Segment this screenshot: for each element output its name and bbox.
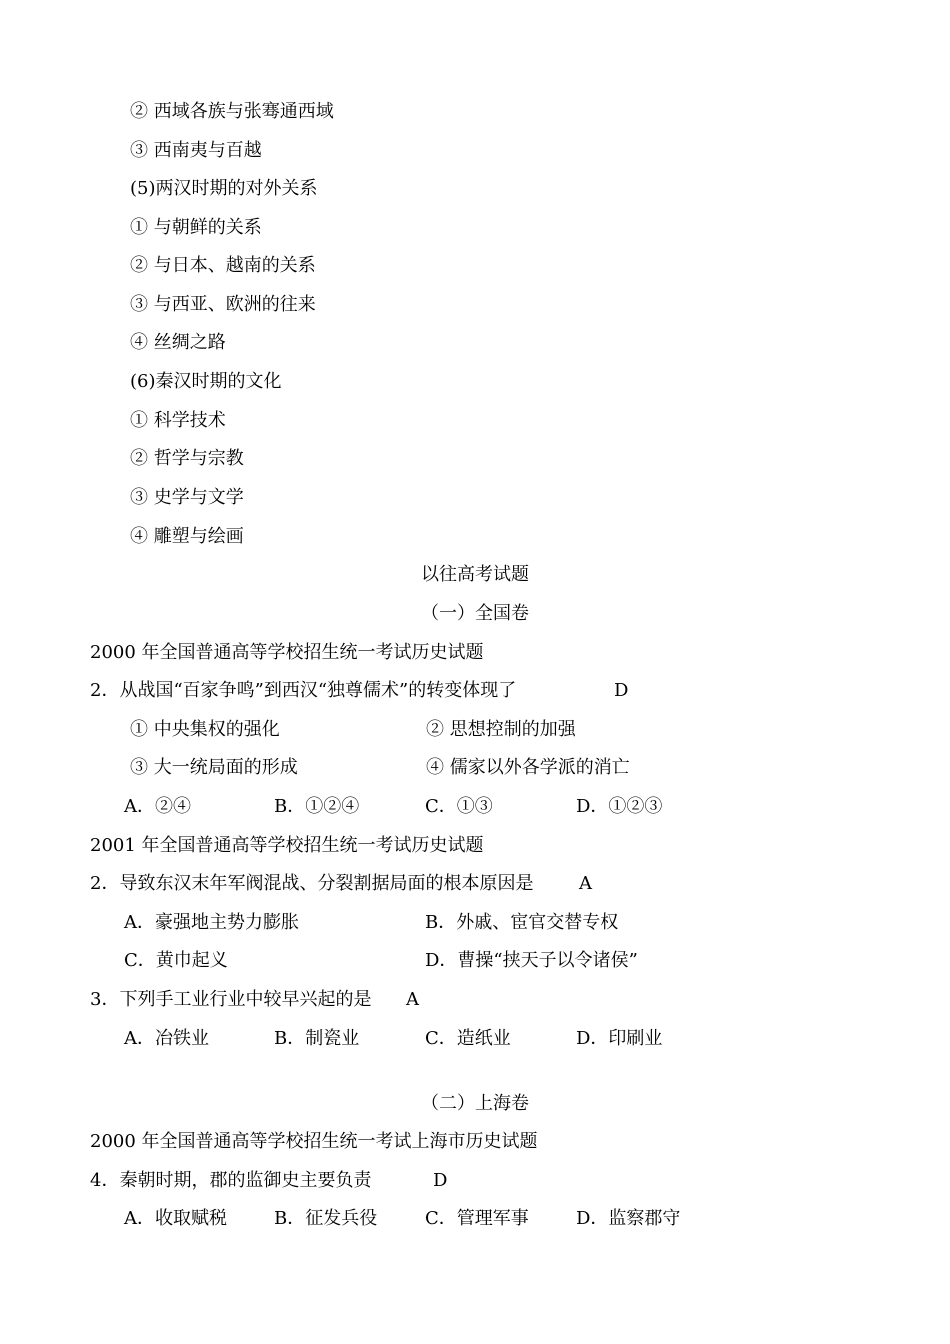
choice-b: B．①②④: [274, 796, 360, 817]
choice-d: D．监察郡守: [576, 1208, 681, 1229]
choice-d: D．①②③: [576, 796, 663, 817]
choice-a: A．豪强地主势力膨胀: [124, 912, 299, 933]
question-stem: 4．秦朝时期，郡的监御史主要负责: [90, 1170, 372, 1191]
choice-a: A．②④: [124, 796, 191, 817]
choice-c: C．造纸业: [425, 1028, 511, 1049]
question-stem: 3．下列手工业行业中较早兴起的是: [90, 989, 372, 1010]
section-heading-5: (5)两汉时期的对外关系: [130, 178, 318, 199]
answer-key: A: [406, 989, 419, 1010]
choice-b: B．征发兵役: [274, 1208, 378, 1229]
outline-item: ② 与日本、越南的关系: [130, 255, 316, 276]
statement-option: ④ 儒家以外各学派的消亡: [426, 757, 630, 778]
outline-item: ③ 史学与文学: [130, 487, 244, 508]
exam-title-2000: 2000 年全国普通高等学校招生统一考试历史试题: [90, 642, 484, 663]
statement-option: ② 思想控制的加强: [426, 719, 576, 740]
outline-item: ④ 雕塑与绘画: [130, 526, 244, 547]
choice-d: D．印刷业: [576, 1028, 663, 1049]
outline-item-xinan: ③ 西南夷与百越: [130, 140, 262, 161]
national-heading: （一）全国卷: [421, 603, 529, 624]
outline-item: ② 哲学与宗教: [130, 448, 244, 469]
outline-item: ③ 与西亚、欧洲的往来: [130, 294, 316, 315]
choice-a: A．冶铁业: [124, 1028, 209, 1049]
choice-c: C．①③: [425, 796, 493, 817]
question-stem: 2．从战国“百家争鸣”到西汉“独尊儒术”的转变体现了: [90, 680, 517, 701]
outline-item-xiyu: ② 西域各族与张骞通西域: [130, 101, 334, 122]
statement-option: ① 中央集权的强化: [130, 719, 280, 740]
answer-key: D: [433, 1170, 448, 1191]
choice-a: A．收取赋税: [124, 1208, 227, 1229]
exam-title-shanghai: 2000 年全国普通高等学校招生统一考试上海市历史试题: [90, 1131, 538, 1152]
answer-key: D: [614, 680, 629, 701]
shanghai-heading: （二）上海卷: [421, 1093, 529, 1114]
answer-key: A: [579, 873, 592, 894]
exam-title-2001: 2001 年全国普通高等学校招生统一考试历史试题: [90, 835, 484, 856]
choice-b: B．制瓷业: [274, 1028, 360, 1049]
choice-c: C．黄巾起义: [124, 950, 228, 971]
choice-d: D．曹操“挟天子以令诸侯”: [425, 950, 638, 971]
choice-b: B．外戚、宦官交替专权: [425, 912, 619, 933]
choice-c: C．管理军事: [425, 1208, 529, 1229]
question-stem: 2．导致东汉末年军阀混战、分裂割据局面的根本原因是: [90, 873, 534, 894]
outline-item: ④ 丝绸之路: [130, 332, 226, 353]
statement-option: ③ 大一统局面的形成: [130, 757, 298, 778]
section-heading-6: (6)秦汉时期的文化: [130, 371, 282, 392]
outline-item: ① 科学技术: [130, 410, 226, 431]
exams-heading: 以往高考试题: [421, 564, 529, 585]
outline-item: ① 与朝鲜的关系: [130, 217, 262, 238]
